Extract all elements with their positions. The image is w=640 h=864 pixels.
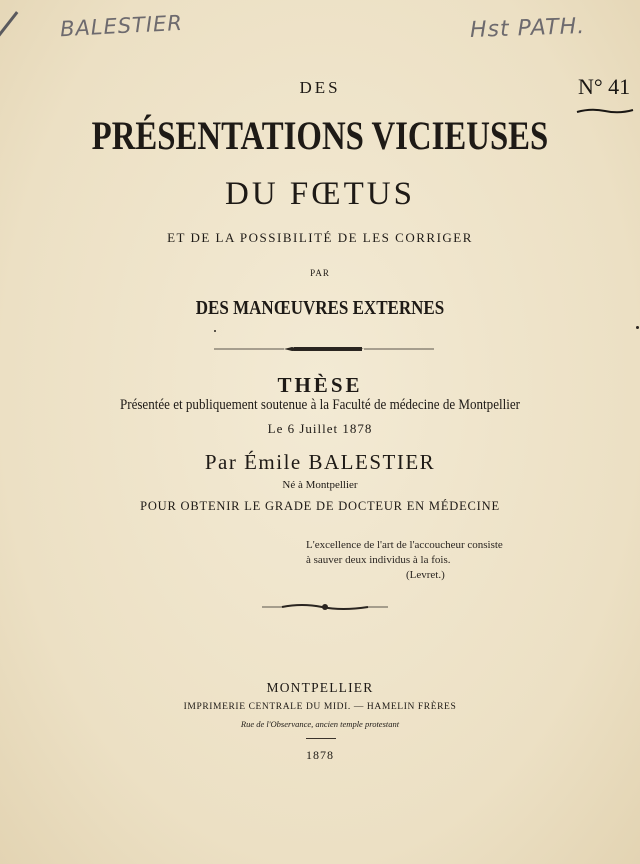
epigraph — [306, 538, 556, 583]
epigraph-attribution: (Levret.) — [406, 569, 445, 581]
catalog-number: N° 41 — [578, 74, 631, 99]
imprint-city: MONTPELLIER — [266, 680, 374, 695]
handwritten-category-note: Hst PATH. — [469, 13, 586, 44]
imprint-divider — [306, 738, 336, 739]
title-par: PAR — [310, 268, 330, 278]
author-birthplace: Né à Montpellier — [282, 479, 358, 491]
ornamental-rule — [214, 346, 434, 352]
title-manoeuvres: DES MANŒUVRES EXTERNES — [195, 297, 445, 319]
author-byline: Par Émile BALESTIER — [204, 450, 436, 474]
catalog-number-flourish — [576, 108, 634, 114]
title-possibility: ET DE LA POSSIBILITÉ DE LES CORRIGER — [167, 230, 473, 245]
thesis-heading: THÈSE — [277, 373, 363, 397]
title-des: DES — [299, 78, 341, 97]
ornamental-flourish — [262, 603, 388, 611]
degree-line: POUR OBTENIR LE GRADE DE DOCTEUR EN MÉDECINE — [140, 499, 500, 513]
title-subtitle: DU FŒTUS — [225, 176, 415, 212]
paper-speck — [636, 326, 639, 329]
imprint-printer: IMPRIMERIE CENTRALE DU MIDI. — HAMELIN FRÈRES — [183, 702, 457, 712]
handwritten-author-note: BALESTIER — [59, 10, 184, 42]
epigraph-line-2: à sauver deux individus à la fois. — [306, 554, 451, 566]
title-main: PRÉSENTATIONS VICIEUSES — [91, 113, 549, 158]
imprint-address: Rue de l'Observance, ancien temple protestant — [240, 719, 400, 729]
pencil-stroke — [0, 11, 18, 43]
paper-speck — [214, 330, 216, 332]
thesis-presentation: Présentée et publiquement soutenue à la Faculté de médecine de Montpellier — [119, 397, 521, 413]
epigraph-line-1: L'excellence de l'art de l'accoucheur consiste — [306, 539, 503, 551]
imprint-year: 1878 — [306, 748, 334, 762]
thesis-date: Le 6 Juillet 1878 — [267, 421, 373, 436]
